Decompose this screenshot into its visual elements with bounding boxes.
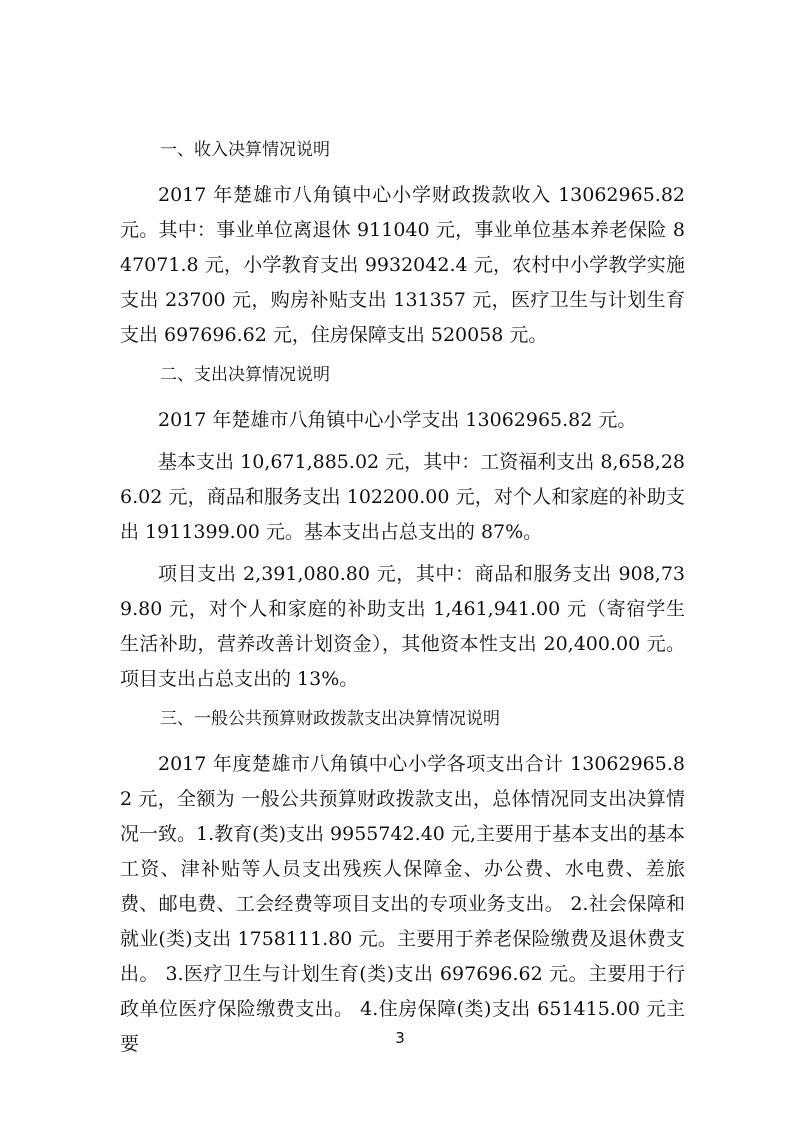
basic-expenditure-paragraph: 基本支出 10,671,885.02 元，其中：工资福利支出 8,658,286.02 元，商品和服务支出 102200.00 元，对个人和家庭的补助支出 1911399.00 元。基本支出占总支出的 87%。 bbox=[120, 451, 685, 543]
project-expenditure-paragraph: 项目支出 2,391,080.80 元，其中：商品和服务支出 908,739.80 元，对个人和家庭的补助支出 1,461,941.00 元（寄宿学生生活补助，营养改善计划资金），其他资本性支出 20,400.00 元。项目支出占总支出的 13%。 bbox=[120, 563, 685, 690]
public-budget-paragraph: 2017 年度楚雄市八角镇中心小学各项支出合计 13062965.82 元，全额为 一般公共预算财政拨款支出，总体情况同支出决算情况一致。1.教育(类)支出 9955742.40 元,主要用于基本支出的基本工资、津补贴等人员支出残疾人保障金、办公费、水电费、差旅费、邮电费、工会经费等项目支出的专项业务支出。 2.社会保障和就业(类)支出 1758111.80 元。主要用于养老保险缴费及退休费支出。 3.医疗卫生与计划生育(类)支出 697696.62 元。主要用于行政单位医疗保险缴费支出。 4.住房保障(类)支出 651415.00 元主要 bbox=[120, 753, 685, 1055]
section-heading-income: 一、收入决算情况说明 bbox=[160, 140, 330, 160]
section-heading-expenditure: 二、支出决算情况说明 bbox=[160, 365, 330, 385]
section-heading-public-budget: 三、一般公共预算财政拨款支出决算情况说明 bbox=[160, 709, 500, 729]
document-body bbox=[120, 139, 685, 1073]
expenditure-total-paragraph: 2017 年楚雄市八角镇中心小学支出 13062965.82 元。 bbox=[158, 409, 637, 431]
income-paragraph: 2017 年楚雄市八角镇中心小学财政拨款收入 13062965.82 元。其中：事业单位离退休 911040 元，事业单位基本养老保险 847071.8 元，小学教育支出 9932042.4 元，农村中小学教学实施支出 23700 元，购房补贴支出 131357 元，医疗卫生与计划生育支出 697696.62 元，住房保障支出 520058 元。 bbox=[120, 184, 685, 346]
page-number: 3 bbox=[395, 1029, 405, 1047]
